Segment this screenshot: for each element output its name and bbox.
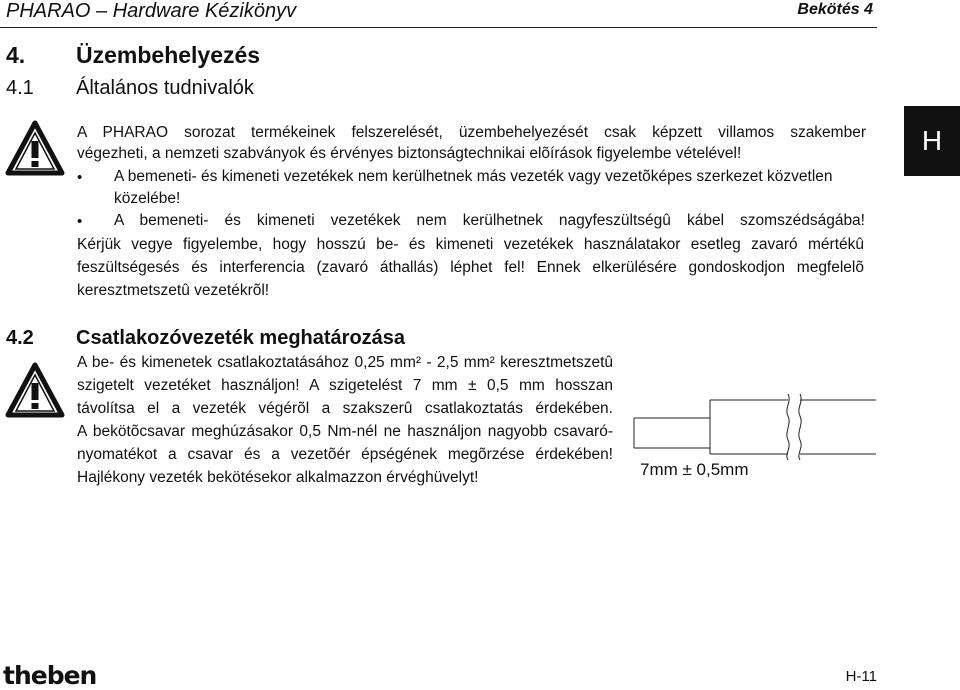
break-mark xyxy=(799,394,801,460)
bullet-marker: • xyxy=(77,213,83,230)
strip-length-label: 7mm ± 0,5mm xyxy=(640,460,749,479)
chapter-title: Üzembehelyezés xyxy=(76,42,261,68)
section-2-title: Csatlakozóvezeték meghatározása xyxy=(76,327,406,349)
section-1-heading xyxy=(6,77,254,100)
break-mark xyxy=(787,394,789,460)
wire-spec-line-4: A bekötõcsavar meghúzásakor 0,5 Nm-nél ne használjon nagyobb csavaró- xyxy=(77,423,613,440)
wire-spec-line-1: A be- és kimenetek csatlakoztatásához 0,25 mm² - 2,5 mm² keresztmetszetû xyxy=(77,354,613,371)
wire-spec-line-2: szigetelt vezetéket használjon! A szigetelést 7 mm ± 0,5 mm hosszan xyxy=(77,377,613,394)
header-section: Bekötés 4 xyxy=(797,1,873,18)
bullet-1-line-1: A bemeneti- és kimeneti vezetékek nem kerülhetnek más vezeték vagy vezetõképes szerkezet közvetlen xyxy=(114,168,833,185)
bullet-2: A bemeneti- és kimeneti vezetékek nem kerülhetnek nagyfeszültségû kábel szomszédságába! xyxy=(114,212,865,229)
intro-line-2: végezheti, a nemzeti szabványok és érvényes biztonságtechnikai elõírások figyelembe vételével! xyxy=(77,145,742,162)
section-2-number: 4.2 xyxy=(6,327,34,349)
chapter-heading xyxy=(6,42,260,69)
header-rule xyxy=(0,27,877,28)
page-number: H-11 xyxy=(845,668,877,685)
note-line-2: feszültségesés és interferencia (zavaró áthallás) léphet fel! Ennek elkerülésére gondoskodjon megfelelõ xyxy=(77,259,864,276)
wire-spec-line-3: távolítsa el a vezeték végérõl a szakszerû csatlakoztatás érdekében. xyxy=(77,400,613,417)
wire-spec-line-5: nyomatékot a csavar és a vezetõér épségének megõrzése érdekében! xyxy=(77,446,613,463)
theben-logo: theben xyxy=(3,661,97,690)
section-1-title: Általános tudnivalók xyxy=(76,77,254,99)
note-line-1: Kérjük vegye figyelembe, hogy hosszú be- és kimeneti vezetékek használatakor esetleg zavaró mértékû xyxy=(77,236,864,253)
chapter-tab xyxy=(904,106,960,176)
wire-spec-line-6: Hajlékony vezeték bekötésekor alkalmazzon érvéghüvelyt! xyxy=(77,469,479,486)
note-line-3: keresztmetszetû vezetékrõl! xyxy=(77,282,270,299)
section-2-heading xyxy=(6,327,405,350)
warning-icon xyxy=(5,120,65,176)
chapter-number: 4. xyxy=(6,42,26,68)
warning-icon xyxy=(5,362,65,418)
header-title: PHARAO – Hardware Kézikönyv xyxy=(6,0,297,22)
bullet-marker: • xyxy=(77,169,83,186)
intro-line-1: A PHARAO sorozat termékeinek felszerelését, üzembehelyezését csak képzett villamos szakember xyxy=(77,124,866,141)
stripped-wire-diagram xyxy=(630,390,880,460)
bullet-1-line-2: közelébe! xyxy=(114,190,181,207)
section-1-number: 4.1 xyxy=(6,77,34,99)
chapter-tab-letter: H xyxy=(921,125,943,156)
